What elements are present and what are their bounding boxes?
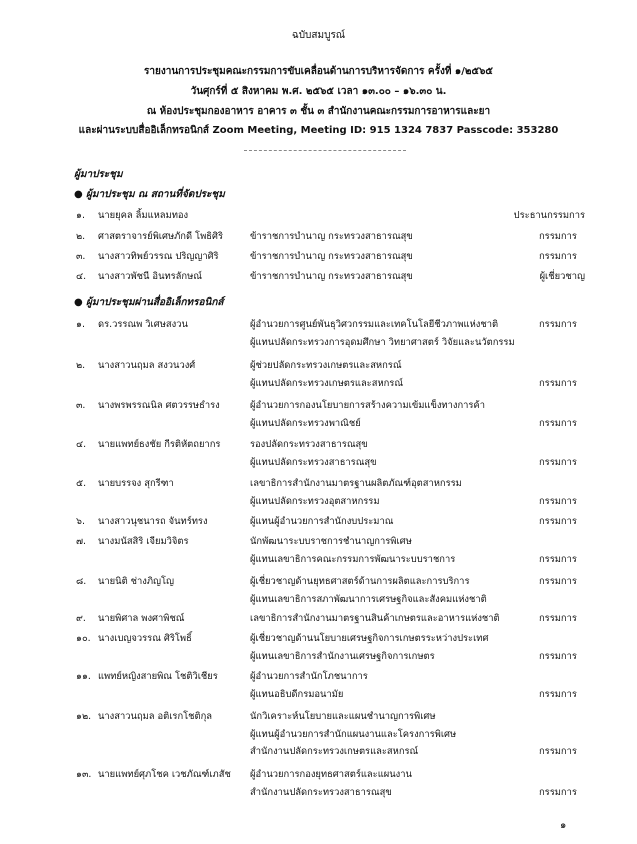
attendees-heading: ผู้มาประชุม — [74, 169, 123, 180]
attendee-name: นางมนัสสิริ เจียมวิจิตร — [98, 536, 189, 547]
attendee-role: กรรมการ — [539, 456, 577, 468]
attendee-position: ผู้แทนปลัดกระทรวงสาธารณสุข — [250, 456, 377, 468]
report-title: รายงานการประชุมคณะกรรมการขับเคลื่อนด้านการบริหารจัดการ ครั้งที่ ๑/๒๕๖๕ — [144, 66, 493, 77]
attendee-role: กรรมการ — [539, 417, 577, 429]
attendee-role: กรรมการ — [539, 495, 577, 507]
meeting-online-info: และผ่านระบบสื่ออิเล็กทรอนิกส์ Zoom Meeting, Meeting ID: 915 1324 7837 Passcode: 353280 — [78, 125, 559, 136]
meeting-date: วันศุกร์ที่ ๕ สิงหาคม พ.ศ. ๒๕๖๕ เวลา ๑๓.๐๐ – ๑๖.๓๐ น. — [190, 86, 447, 97]
attendee-position: ผู้เชี่ยวชาญด้านนโยบายเศรษฐกิจการเกษตรระหว่างประเทศ — [250, 633, 489, 644]
title-divider — [244, 150, 406, 151]
onsite-heading — [74, 187, 225, 202]
attendee-position: ผู้อำนวยการศูนย์พันธุวิศวกรรมและเทคโนโลยีชีวภาพแห่งชาติ — [250, 319, 499, 330]
attendee-position: ผู้แทนปลัดกระทรวงพาณิชย์ — [250, 417, 361, 429]
attendee-position: ข้าราชการบำนาญ กระทรวงสาธารณสุข — [250, 271, 413, 282]
attendee-position: ผู้แทนเลขาธิการสำนักงานเศรษฐกิจการเกษตร — [250, 650, 435, 662]
attendee-name: นายพิศาล พงศาพิชณ์ — [98, 613, 185, 624]
attendee-position: ผู้แทนอธิบดีกรมอนามัย — [250, 688, 344, 700]
attendee-position: นักพัฒนาระบบราชการชำนาญการพิเศษ — [250, 536, 412, 547]
row-number: ๔. — [76, 439, 87, 450]
row-number: ๙. — [76, 613, 86, 624]
attendee-role: กรรมการ — [539, 576, 577, 587]
attendee-name: นางพรพรรณนิล ศตวรรษธำรง — [98, 400, 220, 411]
attendee-position: รองปลัดกระทรวงสาธารณสุข — [250, 439, 368, 450]
attendee-name: นายยุคล ลิ้มแหลมทอง — [98, 210, 189, 221]
attendee-position: ผู้อำนวยการสำนักโภชนาการ — [250, 671, 368, 682]
attendee-role: กรรมการ — [539, 553, 577, 565]
row-number: ๖. — [76, 516, 85, 527]
attendee-role: กรรมการ — [539, 231, 577, 242]
attendee-name: นางเบญจวรรณ ศิริโพธิ์ — [98, 633, 192, 644]
bullet-icon: ● — [74, 297, 83, 308]
attendee-name: นางสาวนฤมล อติเรกโชติกุล — [98, 711, 213, 722]
attendee-name: นายบรรจง สุกรีฑา — [98, 478, 174, 489]
row-number: ๒. — [76, 231, 86, 242]
row-number: ๑๒. — [76, 711, 92, 722]
attendee-name: แพทย์หญิงสายพิณ โชติวิเชียร — [98, 671, 218, 682]
attendee-role: กรรมการ — [539, 377, 577, 389]
attendee-position: ผู้อำนวยการกองนโยบายการสร้างความเข้มแข็งทางการค้า — [250, 400, 485, 411]
attendee-name: นางสาวนฤมล สงวนวงศ์ — [98, 360, 196, 371]
online-heading-text: ผู้มาประชุมผ่านสื่ออิเล็กทรอนิกส์ — [86, 297, 224, 308]
attendee-position: ผู้แทนปลัดกระทรวงการอุดมศึกษา วิทยาศาสตร์ วิจัยและนวัตกรรม — [250, 336, 515, 348]
attendee-position: ผู้อำนวยการกองยุทธศาสตร์และแผนงาน — [250, 769, 412, 780]
row-number: ๒. — [76, 360, 86, 371]
attendee-position: ผู้ช่วยปลัดกระทรวงเกษตรและสหกรณ์ — [250, 360, 402, 371]
attendee-position: ผู้แทนปลัดกระทรวงอุตสาหกรรม — [250, 495, 380, 507]
attendee-position: ผู้แทนเลขาธิการคณะกรรมการพัฒนาระบบราชการ — [250, 553, 456, 565]
attendee-position: สำนักงานปลัดกระทรวงเกษตรและสหกรณ์ — [250, 746, 419, 757]
attendee-position: ผู้แทนเลขาธิการสภาพัฒนาการเศรษฐกิจและสังคมแห่งชาติ — [250, 593, 487, 605]
document-version: ฉบับสมบูรณ์ — [291, 30, 346, 41]
attendee-name: นายแพทย์ศุภโชค เวชภัณฑ์เภสัช — [98, 769, 231, 780]
attendee-position: นักวิเคราะห์นโยบายและแผนชำนาญการพิเศษ — [250, 711, 436, 722]
attendee-role: กรรมการ — [539, 650, 577, 662]
row-number: ๑๓. — [76, 769, 92, 780]
attendee-role: กรรมการ — [539, 516, 577, 527]
row-number: ๑๑. — [76, 671, 91, 682]
row-number: ๑๐. — [76, 633, 91, 644]
row-number: ๕. — [76, 478, 87, 489]
row-number: ๔. — [76, 271, 87, 282]
attendee-position: สำนักงานปลัดกระทรวงสาธารณสุข — [250, 786, 392, 798]
attendee-role: กรรมการ — [539, 613, 577, 624]
online-heading — [74, 295, 224, 310]
attendee-name: ศาสตราจารย์พิเศษภักดี โพธิศิริ — [98, 231, 223, 242]
row-number: ๗. — [76, 536, 87, 547]
attendee-position: ข้าราชการบำนาญ กระทรวงสาธารณสุข — [250, 251, 413, 262]
attendee-name: นายแพทย์ธงชัย กีรติหัตถยากร — [98, 439, 221, 450]
row-number: ๑. — [76, 319, 85, 330]
attendee-position: ผู้แทนผู้อำนวยการสำนักแผนงานและโครงการพิเศษ — [250, 728, 457, 740]
attendee-position: เลขาธิการสำนักงานมาตรฐานผลิตภัณฑ์อุตสาหกรรม — [250, 478, 462, 489]
attendee-name: นายนิติ ช่างภิญโญ — [98, 576, 175, 587]
onsite-heading-text: ผู้มาประชุม ณ สถานที่จัดประชุม — [86, 189, 225, 200]
attendee-role: กรรมการ — [539, 688, 577, 700]
attendee-role: กรรมการ — [539, 319, 577, 330]
row-number: ๘. — [76, 576, 87, 587]
bullet-icon: ● — [74, 189, 83, 200]
attendee-name: นางสาวนุชนารถ จันทร์ทรง — [98, 516, 208, 527]
attendee-name: นางสาวทิพย์วรรณ ปริญญาศิริ — [98, 251, 219, 262]
row-number: ๑. — [76, 210, 85, 221]
row-number: ๓. — [76, 400, 86, 411]
attendee-position: ผู้เชี่ยวชาญด้านยุทธศาสตร์ด้านการผลิตและการบริการ — [250, 576, 470, 587]
attendee-role: กรรมการ — [539, 786, 577, 798]
attendee-position: ผู้แทนปลัดกระทรวงเกษตรและสหกรณ์ — [250, 377, 404, 389]
meeting-venue: ณ ห้องประชุมกองอาหาร อาคาร ๓ ชั้น ๓ สำนักงานคณะกรรมการอาหารและยา — [146, 106, 491, 117]
attendee-name: นางสาวพัชนี อินทรลักษณ์ — [98, 271, 202, 282]
row-number: ๓. — [76, 251, 86, 262]
attendee-position: ข้าราชการบำนาญ กระทรวงสาธารณสุข — [250, 231, 413, 242]
attendee-position: ผู้แทนผู้อำนวยการสำนักงบประมาณ — [250, 516, 394, 527]
attendee-name: ดร.วรรณพ วิเศษสงวน — [98, 319, 188, 330]
attendee-role: กรรมการ — [539, 251, 577, 262]
attendee-role: กรรมการ — [539, 746, 577, 757]
attendee-role: ประธานกรรมการ — [513, 210, 585, 221]
attendee-position: เลขาธิการสำนักงานมาตรฐานสินค้าเกษตรและอาหารแห่งชาติ — [250, 613, 500, 624]
attendee-role: ผู้เชี่ยวชาญ — [539, 271, 585, 282]
page-number: ๑ — [560, 820, 567, 831]
